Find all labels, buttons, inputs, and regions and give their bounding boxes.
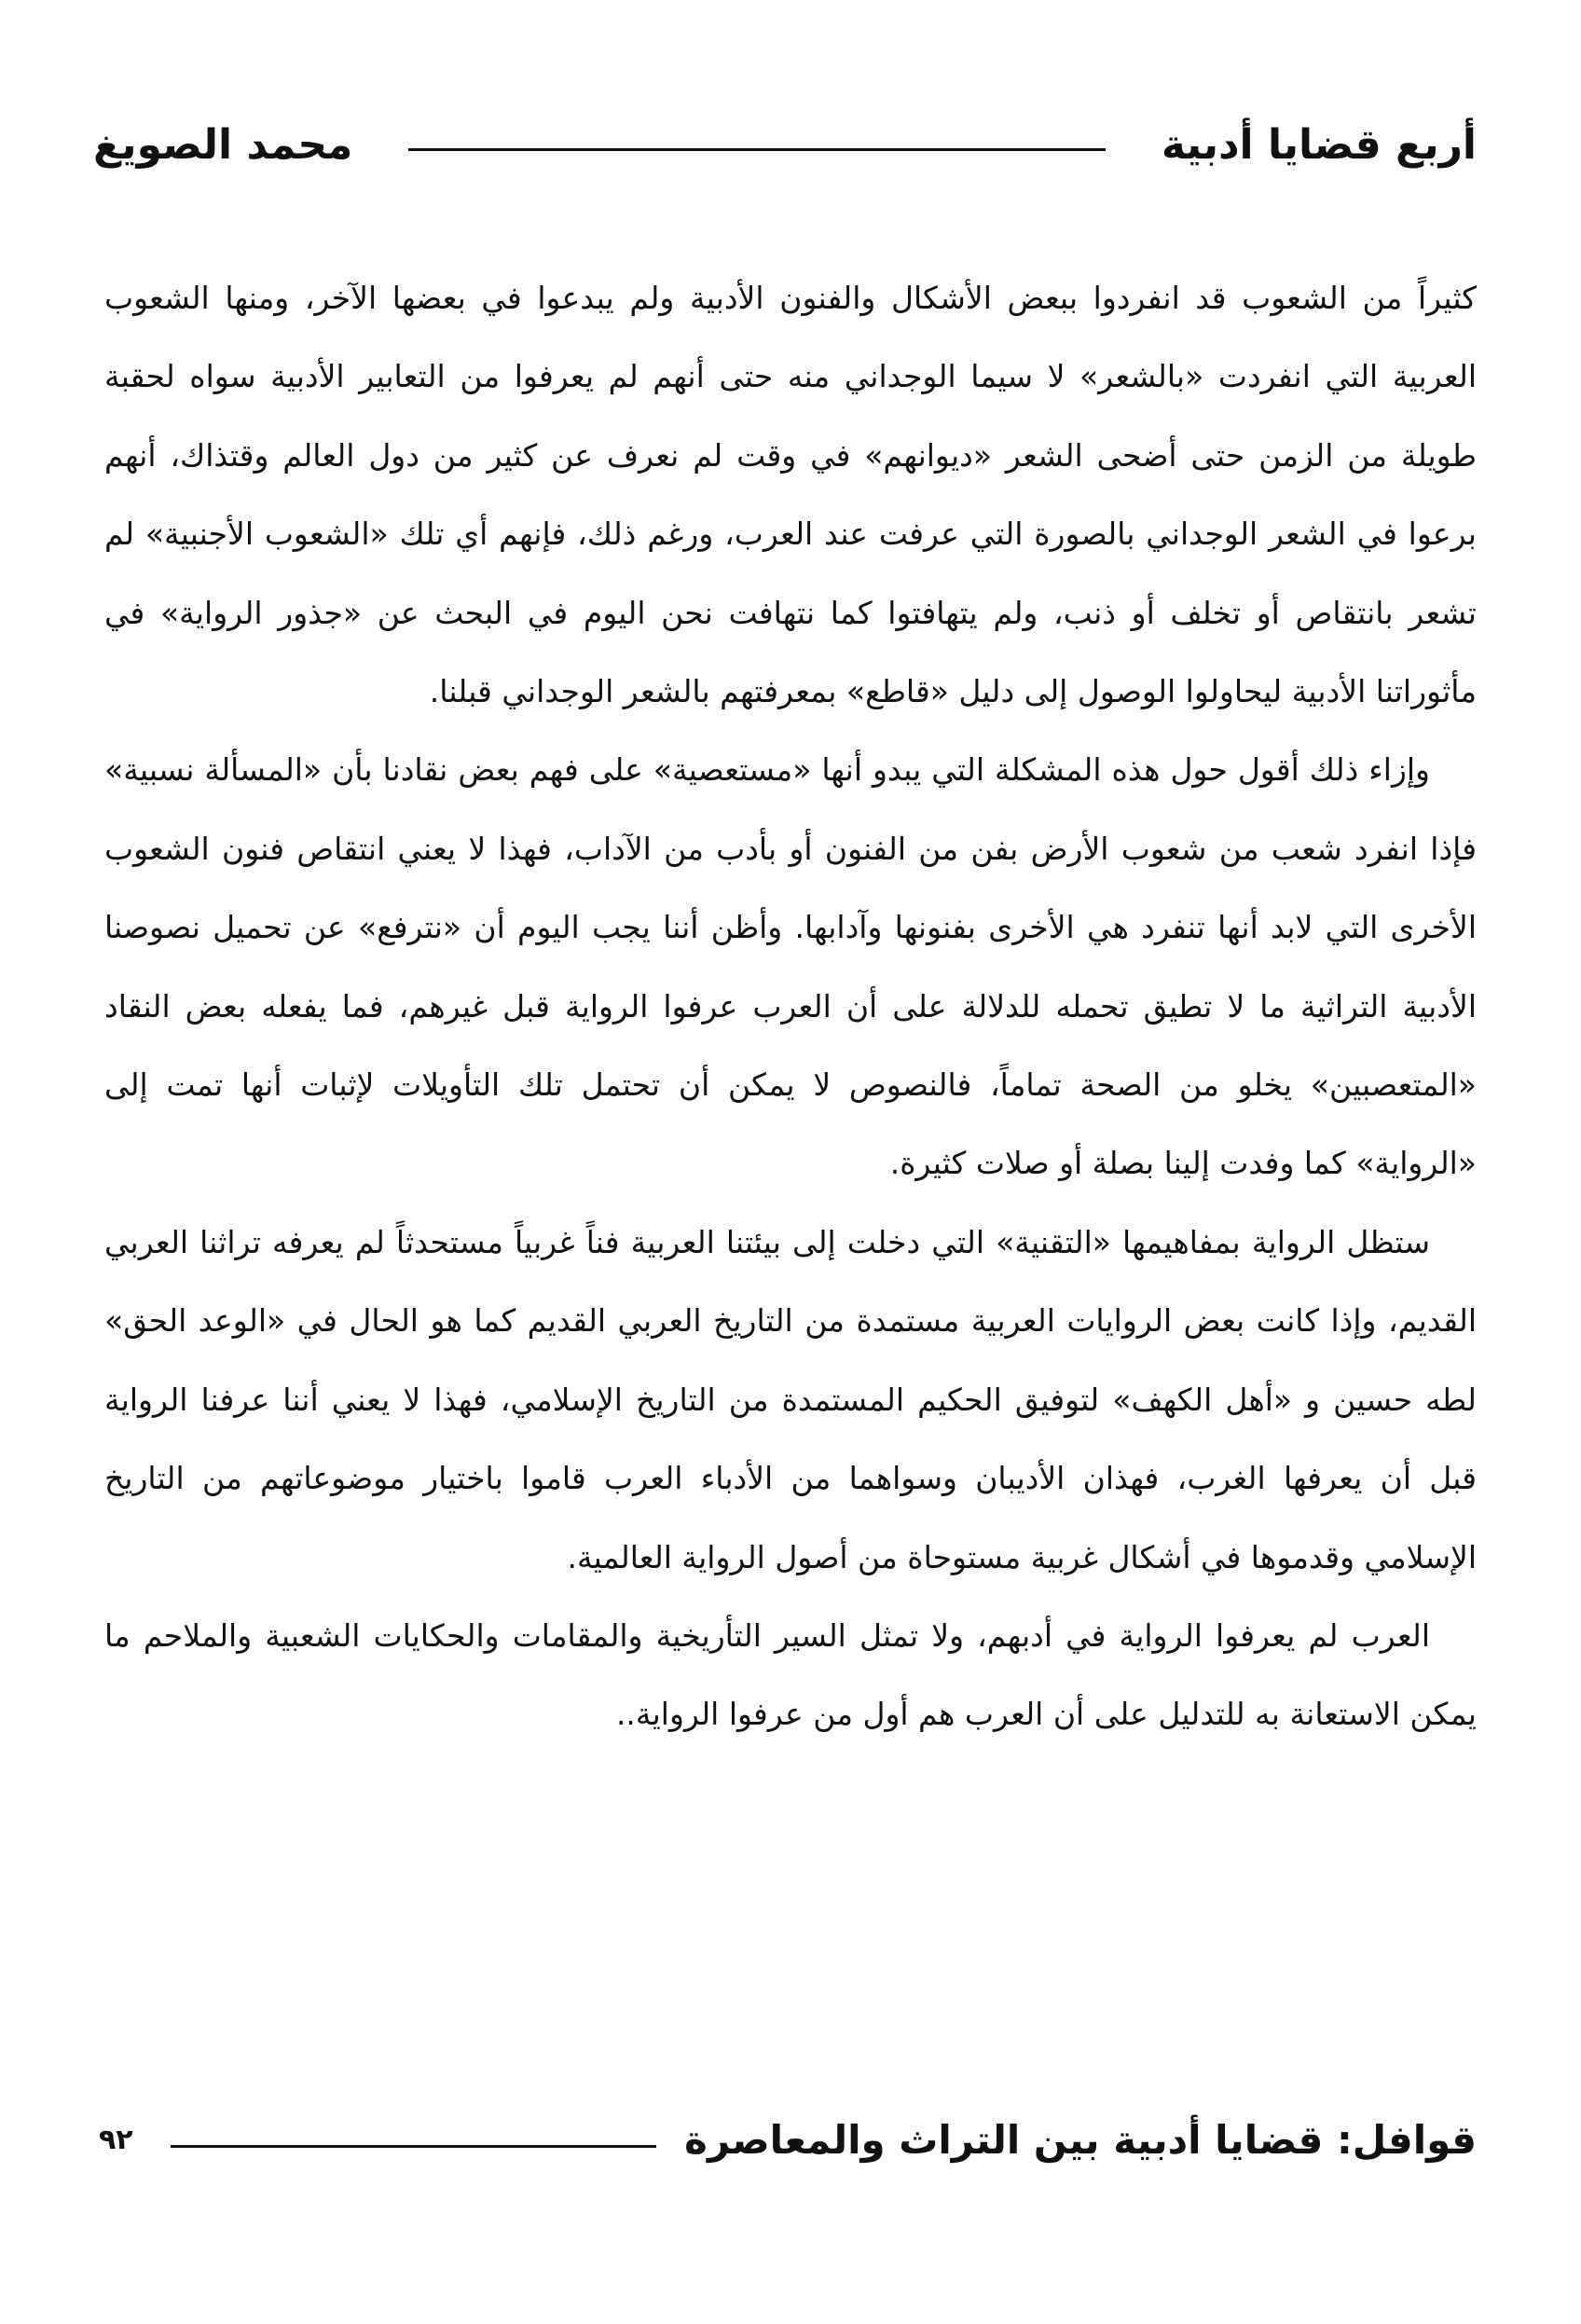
- page-number: ٩٢: [99, 2123, 133, 2156]
- series-title: قوافل: قضايا أدبية بين التراث والمعاصرة: [684, 2116, 1477, 2163]
- paragraph-3: ستظل الرواية بمفاهيمها «التقنية» التي دخلت إلى بيئتنا العربية فناً غربياً مستحدثاً لم يعرفه تراثنا العربي القديم، وإذا كانت بعض الروايات العربية مستمدة من التاريخ العربي القديم كما هو الحال في «الوعد الحق» لطه حسين و «أهل الكهف» لتوفيق الحكيم المستمدة من التاريخ الإسلامي، فهذا لا يعني أننا عرفنا الرواية قبل أن يعرفها الغرب، فهذان الأديبان وسواهما من الأدباء العرب قاموا باختيار موضوعاتهم من التاريخ الإسلامي وقدموها في أشكال غربية مستوحاة من أصول الرواية العالمية.: [104, 1223, 1477, 1575]
- paragraph-2: وإزاء ذلك أقول حول هذه المشكلة التي يبدو أنها «مستعصية» على فهم بعض نقادنا بأن «المسألة نسبية» فإذا انفرد شعب من شعوب الأرض بفن من الفنون أو بأدب من الآداب، فهذا لا يعني انتقاص فنون الشعوب الأخرى التي لابد أنها تنفرد هي الأخرى بفنونها وآدابها. وأظن أننا يجب اليوم أن «نترفع» عن تحميل نصوصنا الأدبية التراثية ما لا تطيق تحمله للدلالة على أن العرب عرفوا الرواية قبل غيرهم، فما يفعله بعض النقاد «المتعصبين» يخلو من الصحة تماماً، فالنصوص لا يمكن أن تحتمل تلك التأويلات لإثبات أنها تمت إلى «الرواية» كما وفدت إلينا بصلة أو صلات كثيرة.: [104, 751, 1477, 1182]
- header-rule: [408, 148, 1106, 151]
- footer-rule: [171, 2145, 657, 2148]
- author-name: محمد الصويغ: [93, 120, 353, 169]
- paragraph-4: العرب لم يعرفوا الرواية في أدبهم، ولا تمثل السير التأريخية والمقامات والحكايات الشعبية والملاحم ما يمكن الاستعانة به للتدليل على أن العرب هم أول من عرفوا الرواية..: [104, 1616, 1477, 1733]
- body-text: [104, 259, 1477, 1754]
- book-title: أربع قضايا أدبية: [1161, 120, 1477, 169]
- paragraph-1: كثيراً من الشعوب قد انفردوا ببعض الأشكال والفنون الأدبية ولم يبدعوا في بعضها الآخر، ومنها الشعوب العربية التي انفردت «بالشعر» لا سيما الوجداني منه حتى أنهم لم يعرفوا من التعابير الأدبية سواه لحقبة طويلة من الزمن حتى أضحى الشعر «ديوانهم» في وقت لم نعرف عن كثير من دول العالم وقتذاك، أنهم برعوا في الشعر الوجداني بالصورة التي عرفت عند العرب، ورغم ذلك، فإنهم أي تلك «الشعوب الأجنبية» لم تشعر بانتقاص أو تخلف أو ذنب، ولم يتهافتوا كما نتهافت نحن اليوم في البحث عن «جذور الرواية» في مأثوراتنا الأدبية ليحاولوا الوصول إلى دليل «قاطع» بمعرفتهم بالشعر الوجداني قبلنا.: [104, 280, 1477, 710]
- page-footer: [93, 2111, 1477, 2167]
- page-header: [93, 112, 1477, 177]
